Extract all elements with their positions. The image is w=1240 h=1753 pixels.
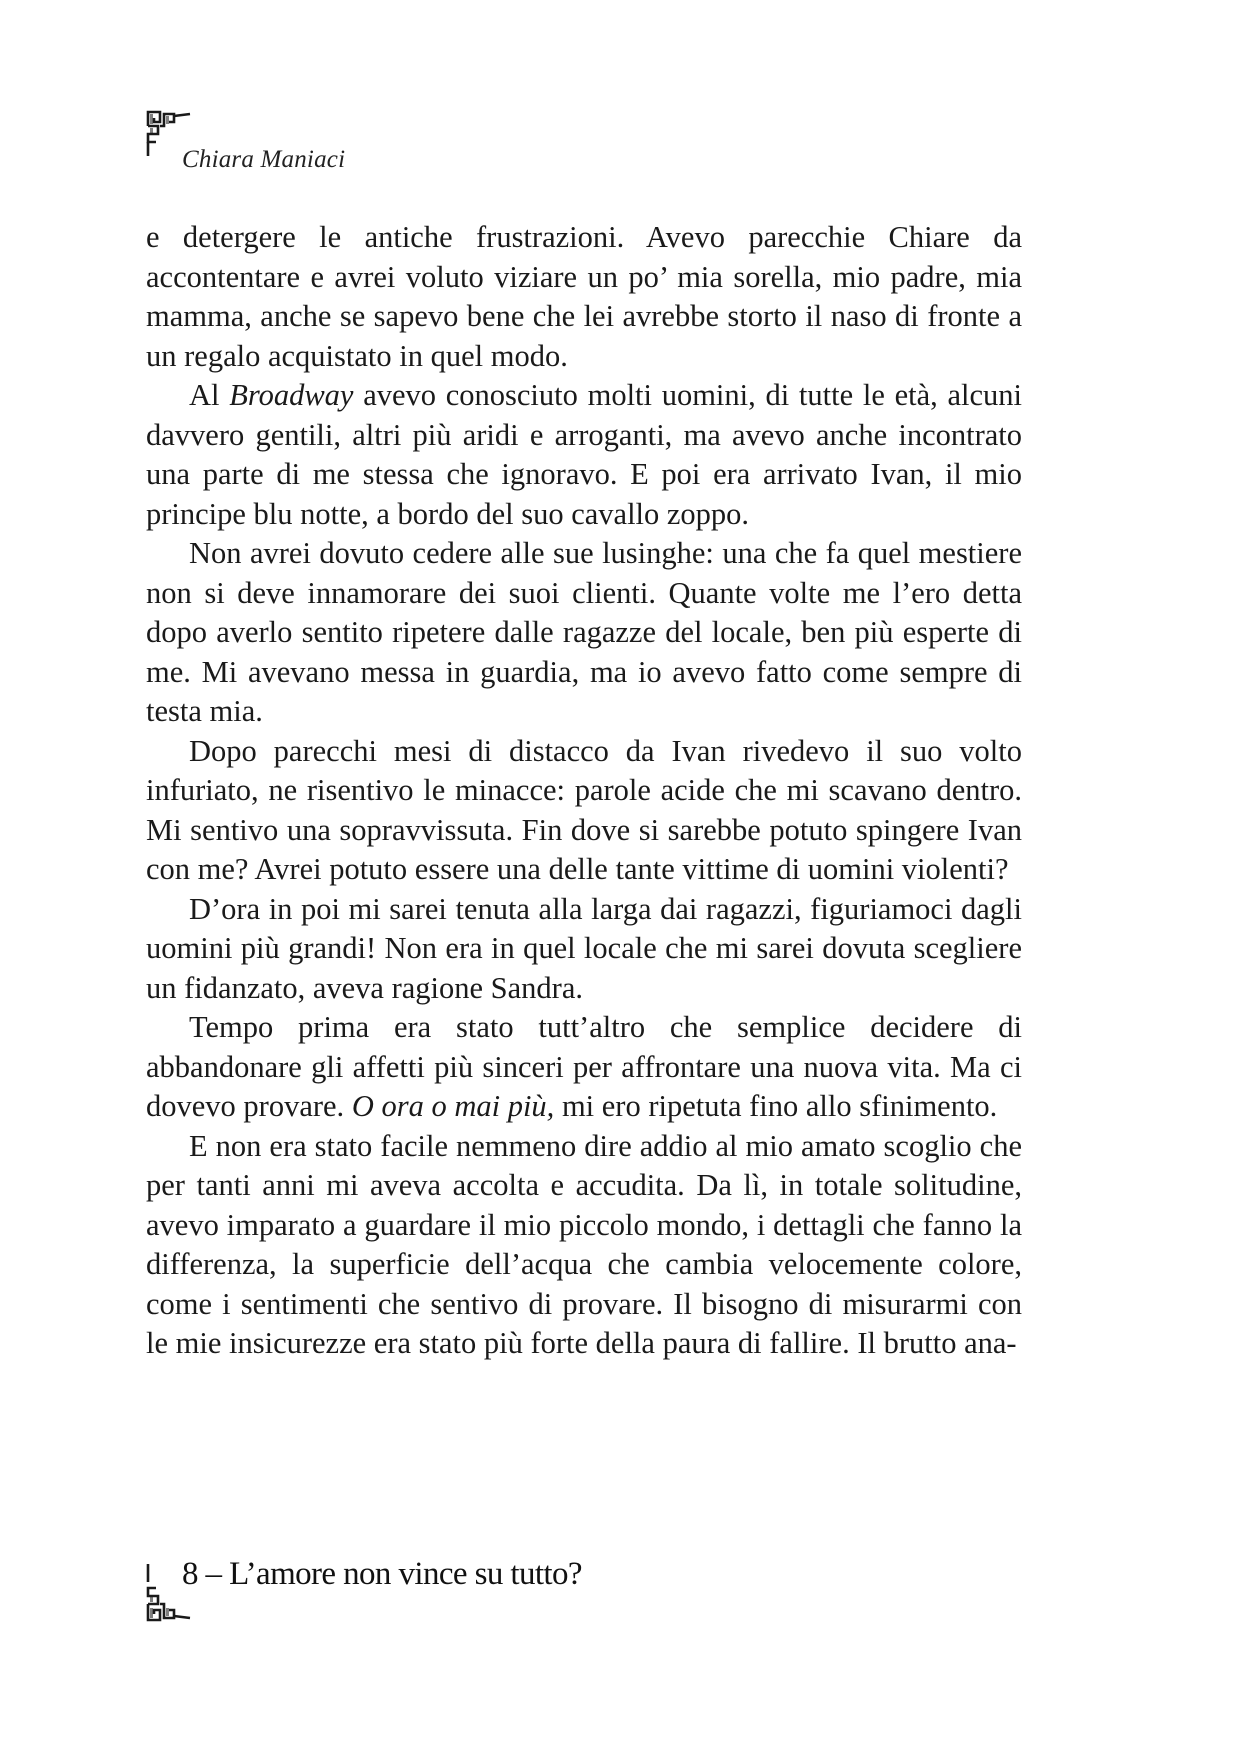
body-paragraph xyxy=(146,732,1022,890)
body-paragraph xyxy=(146,1008,1022,1127)
paragraph-text: Dopo parecchi mesi di distacco da Ivan rivedevo il suo volto infuriato, ne risentivo le minacce: parole acide che mi scavano dentro. Mi sentivo una sopravvissuta. Fin dove si sarebbe potuto spingere Ivan con me? Avrei potuto essere una delle tante vittime di uomini violenti? xyxy=(146,733,1022,886)
body-paragraph xyxy=(146,218,1022,376)
paragraph-text: e detergere le antiche frustrazioni. Avevo parecchie Chiare da accontentare e avrei voluto viziare un po’ mia sorella, mio padre, mia mamma, anche se sapevo bene che lei avrebbe storto il naso di fronte a un regalo acquistato in quel modo. xyxy=(146,220,1022,373)
paragraph-text: Al xyxy=(189,378,230,412)
paragraph-emphasis: O ora o mai più, xyxy=(351,1089,555,1123)
chapter-footer-title: 8 – L’amore non vince su tutto? xyxy=(182,1556,582,1592)
paragraph-text: E non era stato facile nemmeno dire addio al mio amato scoglio che per tanti anni mi aveva accolta e accudita. Da lì, in totale solitudine, avevo imparato a guardare il mio piccolo mondo, i dettagli che fanno la differenza, la superficie dell’acqua che cambia velocemente colore, come i sentimenti che sentivo di provare. Il bisogno di misurarmi con le mie insicurezze era stato più forte della paura di fallire. Il brutto ana- xyxy=(146,1128,1022,1360)
running-head: Chiara Maniaci xyxy=(182,146,346,173)
paragraph-text: D’ora in poi mi sarei tenuta alla larga dai ragazzi, figuriamoci dagli uomini più grandi! Non era in quel locale che mi sarei dovuta scegliere un fidanzato, aveva ragione Sandra. xyxy=(146,891,1022,1005)
paragraph-text: mi ero ripetuta fino allo sfinimento. xyxy=(554,1089,998,1123)
body-paragraph xyxy=(146,534,1022,732)
page-body-text xyxy=(146,218,1022,1364)
paragraph-emphasis: Broadway xyxy=(229,378,354,412)
paragraph-text: Non avrei dovuto cedere alle sue lusinghe: una che fa quel mestiere non si deve innamorare dei suoi clienti. Quante volte me l’ero detta dopo averlo sentito ripetere dalle ragazze del locale, ben più esperte di me. Mi avevano messa in guardia, ma io avevo fatto come sempre di testa mia. xyxy=(146,536,1022,728)
paragraph-text: Tempo prima era stato tutt’altro che semplice decidere di abbandonare gli affetti più sinceri per affrontare una nuova vita. Ma ci dovevo provare. xyxy=(146,1010,1022,1123)
body-paragraph xyxy=(146,376,1022,534)
body-paragraph xyxy=(146,890,1022,1009)
body-paragraph xyxy=(146,1127,1022,1364)
paragraph-text: avevo conosciuto molti uomini, di tutte le età, alcuni davvero gentili, altri più aridi e arroganti, ma avevo anche incontrato una parte di me stessa che ignoravo. E poi era arrivato Ivan, il mio principe blu notte, a bordo del suo cavallo zoppo. xyxy=(146,378,1022,531)
